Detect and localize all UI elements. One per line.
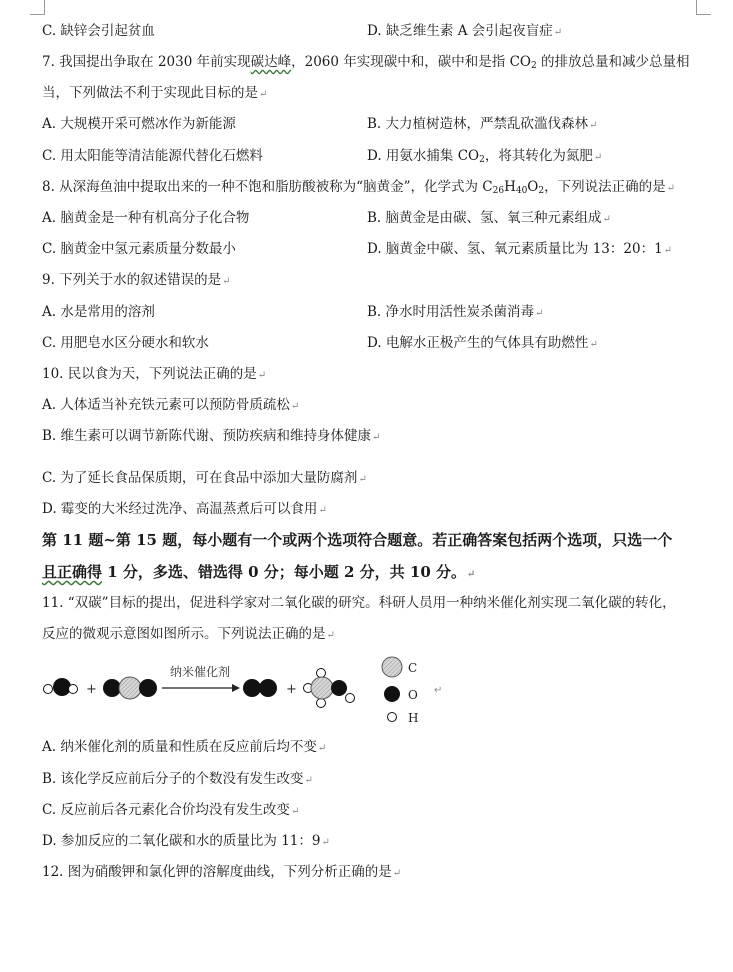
hydrogen-atom bbox=[346, 694, 355, 703]
reaction-micro-diagram bbox=[40, 652, 460, 732]
section-instruction-line1: 第 11 题~第 15 题，每小题有一个或两个选项符合题意。若正确答案包括两个选项，只选一个 bbox=[42, 531, 673, 549]
atom-legend bbox=[382, 657, 418, 725]
legend-hydrogen-swatch bbox=[388, 713, 397, 722]
oxygen-atom bbox=[331, 680, 347, 696]
carbon-dioxide-molecule bbox=[103, 677, 157, 699]
q7-stem-line2: 当，下列做法不利于实现此目标的是↵ bbox=[42, 85, 268, 101]
q7-option-c: C. 用太阳能等清洁能源代替化石燃料 bbox=[42, 148, 263, 164]
plus-sign: + bbox=[286, 682, 297, 697]
q11-stem-line1: 11. “双碳”目标的提出，促进科学家对二氧化碳的研究。科研人员用一种纳米催化剂实现二氧化碳的转化， bbox=[42, 595, 676, 611]
product-molecule bbox=[304, 669, 355, 708]
q9-option-a: A. 水是常用的溶剂 bbox=[42, 304, 155, 320]
legend-carbon-label: C bbox=[408, 661, 418, 675]
q11-option-c: C. 反应前后各元素化合价均没有发生改变↵ bbox=[42, 802, 300, 818]
carbon-atom bbox=[119, 677, 141, 699]
q9-option-c: C. 用肥皂水区分硬水和软水 bbox=[42, 335, 209, 351]
q7-option-a: A. 大规模开采可燃冰作为新能源 bbox=[42, 116, 236, 132]
legend-oxygen-swatch bbox=[384, 686, 400, 702]
q8-option-a: A. 脑黄金是一种有机高分子化合物 bbox=[42, 210, 250, 226]
catalyst-label: 纳米催化剂 bbox=[170, 665, 231, 679]
q8-option-b: B. 脑黄金是由碳、氢、氧三种元素组成↵ bbox=[367, 210, 611, 226]
q6-option-d: D. 缺乏维生素 A 会引起夜盲症↵ bbox=[367, 23, 563, 39]
q10-stem: 10. 民以食为天，下列说法正确的是↵ bbox=[42, 366, 267, 382]
q7-option-b: B. 大力植树造林，严禁乱砍滥伐森林↵ bbox=[367, 116, 598, 132]
plus-sign: + bbox=[86, 682, 97, 697]
q7-option-d: D. 用氨水捕集 $CO_2$，将其转化为氮肥↵ bbox=[367, 148, 603, 165]
q11-option-d: D. 参加反应的二氧化碳和水的质量比为 11：9↵ bbox=[42, 833, 330, 849]
hydrogen-atom bbox=[317, 669, 326, 678]
hydrogen-atom bbox=[69, 685, 78, 694]
oxygen-atom bbox=[243, 679, 261, 697]
page-corner-mark bbox=[696, 0, 711, 15]
oxygen-atom bbox=[139, 679, 157, 697]
q12-stem: 12. 图为硝酸钾和氯化钾的溶解度曲线，下列分析正确的是↵ bbox=[42, 864, 402, 880]
q10-option-b: B. 维生素可以调节新陈代谢、预防疾病和维持身体健康↵ bbox=[42, 428, 381, 444]
q9-stem: 9. 下列关于水的叙述错误的是↵ bbox=[42, 272, 231, 288]
legend-carbon-swatch bbox=[382, 657, 402, 677]
oxygen-atom bbox=[53, 678, 71, 696]
q10-option-d: D. 霉变的大米经过洗净、高温蒸煮后可以食用↵ bbox=[42, 501, 327, 517]
oxygen-molecule bbox=[243, 679, 277, 697]
oxygen-atom bbox=[103, 679, 121, 697]
q11-option-a: A. 纳米催化剂的质量和性质在反应前后均不变↵ bbox=[42, 739, 327, 755]
q10-option-a: A. 人体适当补充铁元素可以预防骨质疏松↵ bbox=[42, 397, 300, 413]
q11-stem-line2: 反应的微观示意图如图所示。下列说法正确的是↵ bbox=[42, 626, 335, 642]
water-molecule bbox=[44, 678, 78, 696]
q6-option-c: C. 缺锌会引起贫血 bbox=[42, 23, 155, 39]
page-corner-mark bbox=[30, 0, 45, 15]
carbon-atom bbox=[311, 677, 333, 699]
q9-option-b: B. 净水时用活性炭杀菌消毒↵ bbox=[367, 304, 544, 320]
arrow-head bbox=[232, 684, 240, 692]
q11-option-b: B. 该化学反应前后分子的个数没有发生改变↵ bbox=[42, 771, 313, 787]
hydrogen-atom bbox=[44, 685, 53, 694]
legend-oxygen-label: O bbox=[408, 688, 418, 702]
q7-stem-line1: 7. 我国提出争取在 2030 年前实现碳达峰，2060 年实现碳中和，碳中和是指 $CO_2$ 的排放总量和减少总量相 bbox=[42, 54, 690, 71]
q8-option-d: D. 脑黄金中碳、氢、氧元素质量比为 13：20：1↵ bbox=[367, 241, 673, 257]
oxygen-atom bbox=[259, 679, 277, 697]
q8-option-c: C. 脑黄金中氢元素质量分数最小 bbox=[42, 241, 236, 257]
q10-option-c: C. 为了延长食品保质期，可在食品中添加大量防腐剂↵ bbox=[42, 470, 367, 486]
hydrogen-atom bbox=[317, 699, 326, 708]
legend-hydrogen-label: H bbox=[408, 711, 419, 725]
paragraph-mark: ↵ bbox=[434, 685, 443, 696]
q9-option-d: D. 电解水正极产生的气体具有助燃性↵ bbox=[367, 335, 598, 351]
section-instruction-line2: 且正确得 1 分，多选、错选得 0 分；每小题 2 分，共 10 分。↵ bbox=[42, 563, 476, 581]
q8-stem: 8. 从深海鱼油中提取出来的一种不饱和脂肪酸被称为“脑黄金”，化学式为 $C_{26}H_{40}O_2$，下列说法正确的是↵ bbox=[42, 179, 675, 196]
